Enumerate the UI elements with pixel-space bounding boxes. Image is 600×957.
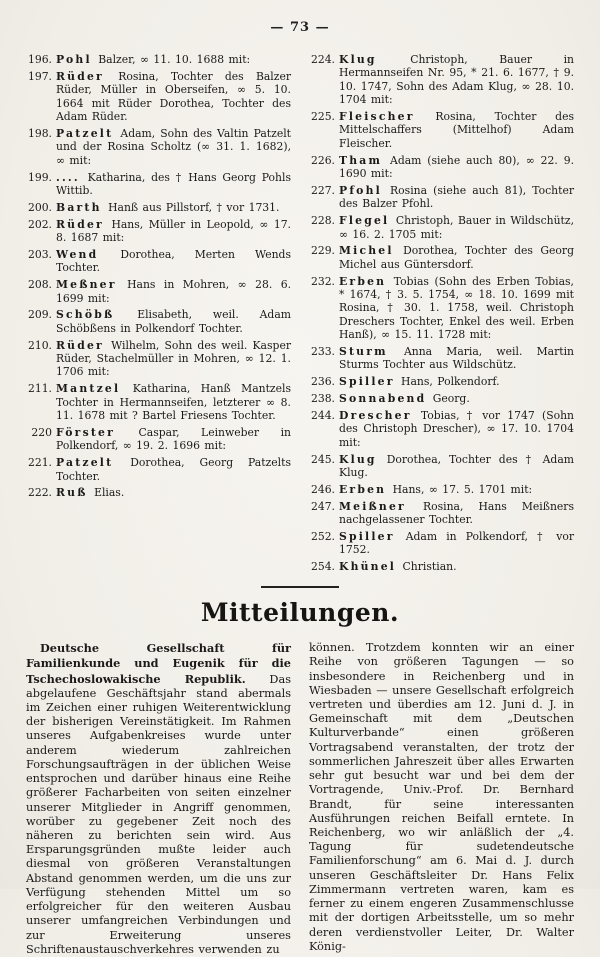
- genealogy-entry: [26, 278, 291, 305]
- entry-surname: Barth: [56, 200, 102, 214]
- entry-surname: Schöbß: [56, 308, 115, 322]
- genealogy-entry: [309, 345, 574, 372]
- entry-surname: Khünel: [339, 560, 397, 574]
- genealogy-entry: [309, 275, 574, 342]
- entry-number: 222.: [27, 486, 52, 500]
- entry-text: Adam (siehe auch 80), ∞ 22. 9. 1690 mit:: [339, 153, 574, 180]
- entry-surname: Erben: [339, 482, 387, 496]
- entry-number: 225.: [310, 110, 335, 123]
- article-column-right: [309, 641, 574, 957]
- entry-number: 238.: [310, 392, 335, 406]
- article-paragraph-right: [309, 641, 574, 954]
- entry-number: 197.: [27, 69, 52, 83]
- entry-text: Katharina, Hanß Mantzels Tochter in Hermannseifen, letzterer ∞ 8. 11. 1678 mit ? Bartel Friesens Tochter.: [56, 382, 291, 422]
- genealogy-entry: [309, 483, 574, 496]
- genealogy-entry: [26, 426, 291, 453]
- entry-surname: Klug: [339, 53, 377, 66]
- entry-surname: Drescher: [339, 409, 412, 422]
- article-text-left: Das abgelaufene Geschäftsjahr stand abermals im Zeichen einer ruhigen Weiterentwicklung der bisherigen Vereinstätigkeit. Im Rahmen unseres Aufgabenkreises wurde unter anderem wiederum zahlreichen Forschungsaufträgen in der üblichen Weise entsprochen und darüber hinaus eine Reihe größerer Facharbeiten von seiten einzelner unserer Mitglieder in Angriff genommen, worüber zu gegebener Zeit noch des näheren zu berichten sein wird. Aus Ersparungsgründen mußte leider auch diesmal von größeren Veranstaltungen Abstand genommen werden, um die uns zur Verfügung stehenden Mittel um so erfolgreicher für den weiteren Ausbau unserer umfangreichen Verbindungen und zur Erweiterung unseres Schriftenaustauschverkehres verwenden zu: [26, 672, 291, 956]
- entry-number: 210.: [27, 338, 52, 352]
- entry-text: Caspar, Leinweber in Polkendorf, ∞ 19. 2. 1696 mit:: [56, 425, 291, 453]
- entry-text: Dorothea, Tochter des † Adam Klug.: [339, 452, 574, 479]
- entry-number: 200.: [27, 200, 52, 214]
- entry-text: Dorothea, Merten Wends Tochter.: [56, 247, 291, 275]
- entry-number: 228.: [310, 214, 335, 228]
- entry-number: 227.: [310, 183, 335, 197]
- entry-surname: Rüder: [56, 338, 104, 352]
- entry-surname: Patzelt: [56, 126, 114, 140]
- entries-section: [26, 53, 574, 577]
- entry-text: Dorothea, Georg Patzelts Tochter.: [56, 456, 291, 483]
- genealogy-entry: [309, 530, 574, 557]
- entries-column-left: [26, 53, 291, 577]
- entry-surname: Tham: [339, 153, 383, 167]
- entry-number: 202.: [27, 217, 52, 231]
- genealogy-entry: [26, 248, 291, 275]
- entry-surname: Meßner: [56, 278, 117, 292]
- entry-text: Balzer, ∞ 11. 10. 1688 mit:: [98, 53, 251, 66]
- entry-number: 211.: [27, 382, 52, 396]
- entry-number: 199.: [27, 170, 52, 184]
- entry-number: 220: [31, 425, 52, 439]
- entry-number: 252.: [310, 530, 335, 543]
- entry-surname: Mantzel: [56, 382, 121, 396]
- entry-text: Georg.: [432, 392, 470, 406]
- entry-text: Hanß aus Pillstorf, † vor 1731.: [108, 200, 280, 214]
- genealogy-entry: [26, 486, 291, 499]
- entry-surname: Patzelt: [56, 456, 114, 470]
- entry-surname: Spiller: [339, 530, 395, 543]
- entry-surname: Spiller: [339, 375, 395, 389]
- entry-surname: Erben: [339, 274, 387, 288]
- article-paragraph-left: [26, 641, 291, 957]
- genealogy-entry: [309, 110, 574, 150]
- genealogy-entry: [26, 201, 291, 214]
- genealogy-entry: [26, 70, 291, 124]
- entry-number: 247.: [310, 499, 335, 513]
- entry-surname: Ruß: [56, 486, 88, 500]
- section-divider: [261, 586, 339, 588]
- entry-text: Katharina, des † Hans Georg Pohls Wittib.: [56, 170, 291, 197]
- genealogy-entry: [309, 184, 574, 211]
- page-number: — 73 —: [270, 20, 330, 35]
- genealogy-entry: [309, 453, 574, 480]
- section-heading: Mitteilungen.: [200, 598, 400, 628]
- entry-surname: Rüder: [56, 217, 104, 231]
- article-section: [26, 641, 574, 957]
- entry-surname: Klug: [339, 452, 377, 466]
- entry-number: 208.: [27, 278, 52, 292]
- entry-number: 229.: [310, 244, 335, 258]
- entry-surname: Meißner: [339, 499, 406, 513]
- entries-column-right: [309, 53, 574, 577]
- genealogy-entry: [309, 500, 574, 527]
- entry-text: Tobias (Sohn des Erben Tobias, * 1674, † 3. 5. 1754, ∞ 18. 10. 1699 mit Rosina, † 30. 1. 1758, weil. Christoph Dreschers Tochter, Enkel des weil. Erben Hanß), ∞ 15. 11. 1728 mit:: [339, 274, 574, 342]
- entry-surname: Fleischer: [339, 110, 415, 123]
- entry-surname: Flegel: [339, 214, 390, 228]
- genealogy-entry: [26, 456, 291, 483]
- entry-text: Dorothea, Tochter des Georg Michel aus Güntersdorf.: [339, 244, 574, 271]
- entry-text: Adam, Sohn des Valtin Patzelt und der Rosina Scholtz (∞ 31. 1. 1682), ∞ mit:: [56, 126, 291, 167]
- entry-text: Christoph, Bauer in Hermannseifen Nr. 95, * 21. 6. 1677, † 9. 10. 1747, Sohn des Adam Klug, ∞ 28. 10. 1704 mit:: [339, 53, 575, 107]
- entry-number: 198.: [27, 126, 52, 140]
- entry-number: 233.: [310, 345, 335, 358]
- entry-text: Rosina, Tochter des Balzer Rüder, Müller in Oberseifen, ∞ 5. 10. 1664 mit Rüder Dorothea, Tochter des Adam Rüder.: [56, 69, 292, 123]
- entry-surname: Pfohl: [339, 183, 382, 197]
- article-lead: Deutsche Gesellschaft für Familienkunde und Eugenik für die Tschechoslowakische Republik.: [26, 641, 291, 686]
- entry-text: Elias.: [94, 486, 125, 500]
- entry-surname: Förster: [56, 425, 115, 439]
- entry-number: 203.: [27, 247, 52, 261]
- genealogy-entry: [309, 154, 574, 181]
- genealogy-entry: [309, 53, 574, 107]
- entry-surname: Sonnabend: [339, 392, 427, 406]
- entry-text: Rosina (siehe auch 81), Tochter des Balzer Pfohl.: [339, 183, 574, 211]
- entry-text: Tobias, † vor 1747 (Sohn des Christoph Drescher), ∞ 17. 10. 1704 mit:: [339, 409, 574, 449]
- entry-number: 209.: [27, 308, 52, 322]
- entry-text: Christian.: [402, 560, 457, 574]
- entry-text: Hans, Polkendorf.: [401, 375, 500, 389]
- entry-text: Christoph, Bauer in Wildschütz, ∞ 16. 2. 1705 mit:: [339, 214, 574, 241]
- genealogy-entry: [26, 382, 291, 422]
- genealogy-entry: [309, 560, 574, 573]
- entry-text: Rosina, Tochter des Mittelschaffers (Mittelhof) Adam Fleischer.: [339, 110, 574, 150]
- entry-text: Elisabeth, weil. Adam Schöbßens in Polkendorf Tochter.: [56, 308, 291, 335]
- genealogy-entry: [309, 375, 574, 388]
- entry-number: 244.: [310, 409, 335, 422]
- entry-number: 221.: [27, 456, 52, 470]
- entry-text: Hans, ∞ 17. 5. 1701 mit:: [392, 482, 533, 496]
- entry-text: Rosina, Hans Meißners nachgelassener Tochter.: [339, 499, 575, 527]
- genealogy-entry: [26, 339, 291, 379]
- genealogy-entry: [309, 392, 574, 405]
- genealogy-entry: [309, 214, 574, 241]
- entry-surname: Pohl: [56, 53, 92, 66]
- genealogy-entry: [26, 171, 291, 198]
- entry-text: Anna Maria, weil. Martin Sturms Tochter aus Wildschütz.: [339, 345, 574, 372]
- entry-number: 254.: [310, 560, 335, 574]
- entry-text: Hans, Müller in Leopold, ∞ 17. 8. 1687 mit:: [56, 217, 291, 244]
- entry-number: 224.: [310, 53, 335, 66]
- entry-text: Hans in Mohren, ∞ 28. 6. 1699 mit:: [56, 278, 291, 305]
- entry-text: Wilhelm, Sohn des weil. Kasper Rüder, Stachelmüller in Mohren, ∞ 12. 1. 1706 mit:: [56, 338, 291, 379]
- genealogy-entry: [309, 409, 574, 449]
- entry-surname: Michel: [339, 244, 394, 258]
- entry-number: 232.: [310, 274, 335, 288]
- entry-number: 245.: [310, 452, 335, 466]
- genealogy-entry: [26, 218, 291, 245]
- genealogy-entry: [26, 53, 291, 66]
- entry-number: 226.: [310, 153, 335, 167]
- entry-number: 236.: [310, 375, 335, 389]
- genealogy-entry: [26, 127, 291, 167]
- genealogy-entry: [26, 308, 291, 335]
- entry-number: 196.: [27, 53, 52, 66]
- article-column-left: [26, 641, 291, 957]
- article-text-right: können. Trotzdem konnten wir an einer Reihe von größeren Tagungen — so insbesondere in Reichenberg und in Wiesbaden — unsere Gesellschaft erfolgreich vertreten und überdies am 12. Juni d. J. in Gemeinschaft mit dem „Deutschen Kulturverbande“ einen größeren Vortragsabend veranstalten, der trotz der sommerlichen Jahreszeit über alles Erwarten sehr gut besucht war und bei dem der Vortragende, Univ.-Prof. Dr. Bernhard Brandt, für seine interessanten Ausführungen reichen Beifall erntete. In Reichenberg, wo wir anläßlich der „4. Tagung für sudetendeutsche Familienforschung“ am 6. Mai d. J. durch unseren Geschäftsleiter Dr. Hans Felix Zimmermann vertreten waren, kam es ferner zu einem engeren Zusammenschlusse mit der dortigen Arbeitsstelle, um so mehr deren verdienstvoller Leiter, Dr. Walter König-: [309, 641, 574, 953]
- entry-surname: ....: [56, 170, 80, 184]
- entry-number: 246.: [310, 482, 335, 496]
- entry-surname: Wend: [56, 247, 99, 261]
- entry-text: Adam in Polkendorf, † vor 1752.: [339, 530, 574, 557]
- entry-surname: Sturm: [339, 345, 388, 358]
- genealogy-entry: [309, 244, 574, 271]
- entry-surname: Rüder: [56, 69, 104, 83]
